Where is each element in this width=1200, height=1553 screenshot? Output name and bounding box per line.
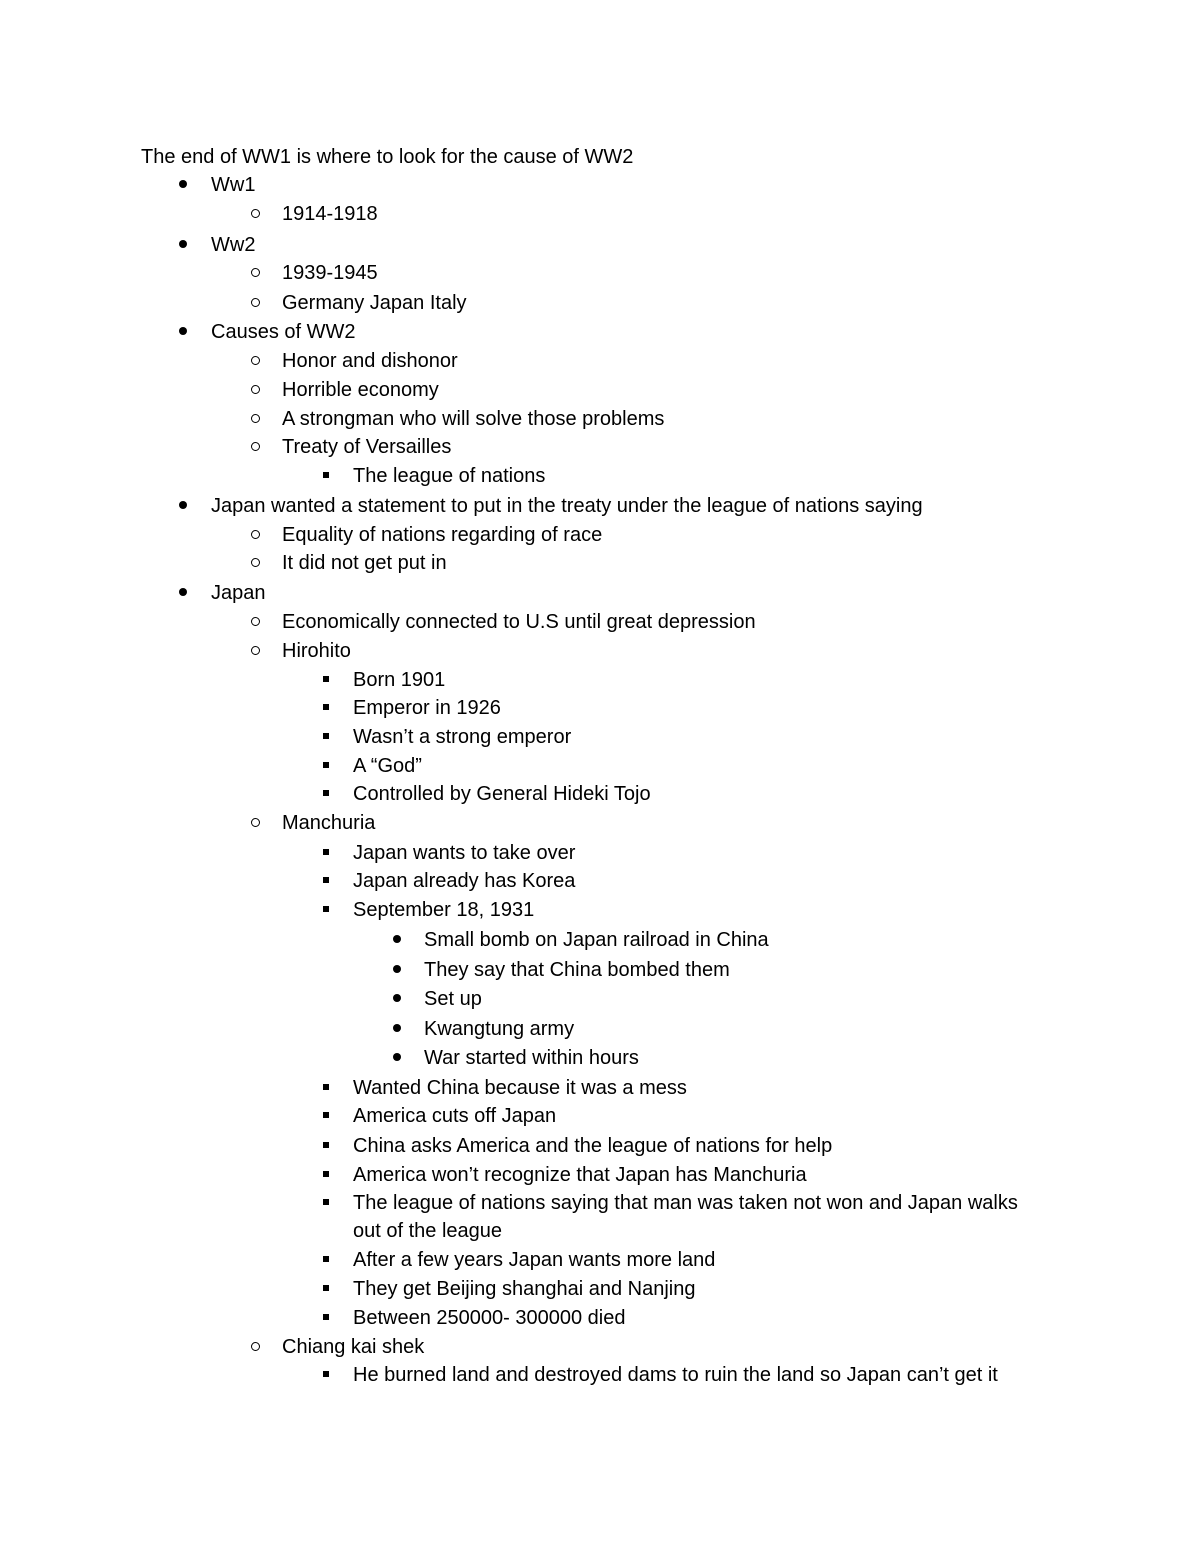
outline-item-text: China asks America and the league of nations for help xyxy=(353,1135,833,1157)
bullet-circle-icon xyxy=(245,809,265,837)
outline-item-level-1 xyxy=(282,809,375,837)
bullet-dot-icon xyxy=(173,318,193,346)
outline-item-text: America cuts off Japan xyxy=(353,1105,557,1127)
outline-item-text: 1939-1945 xyxy=(282,262,378,284)
outline-item-text: Kwangtung army xyxy=(424,1018,575,1040)
bullet-dot-icon xyxy=(173,579,193,607)
outline-item-text: They say that China bombed them xyxy=(424,959,730,981)
outline-item-text: Treaty of Versailles xyxy=(282,436,452,458)
outline-item-text: Wasn’t a strong emperor xyxy=(353,726,572,748)
outline-item-level-3 xyxy=(424,926,769,954)
outline-item-text: The league of nations xyxy=(353,465,546,487)
outline-item-level-0 xyxy=(211,318,355,346)
outline-item-level-0 xyxy=(211,492,923,520)
bullet-square-icon xyxy=(316,752,336,780)
outline-item-level-2 xyxy=(353,1161,807,1189)
bullet-square-icon xyxy=(316,1189,336,1217)
outline-item-level-1 xyxy=(282,405,664,433)
bullet-square-icon xyxy=(316,1304,336,1332)
outline-item-level-2 xyxy=(353,694,501,722)
bullet-circle-icon xyxy=(245,289,265,317)
outline-item-text: Honor and dishonor xyxy=(282,350,458,372)
outline-item-text: 1914-1918 xyxy=(282,203,378,225)
outline-item-text: Horrible economy xyxy=(282,379,439,401)
bullet-circle-icon xyxy=(245,521,265,549)
outline-item-text: Japan wanted a statement to put in the treaty under the league of nations saying xyxy=(211,495,923,517)
bullet-square-icon xyxy=(316,1275,336,1303)
outline-item-text: Ww1 xyxy=(211,174,256,196)
bullet-square-icon xyxy=(316,1132,336,1160)
bullet-circle-icon xyxy=(245,637,265,665)
outline-item-level-1 xyxy=(282,549,447,577)
outline-item-level-1 xyxy=(282,521,602,549)
bullet-dot-icon xyxy=(387,1015,407,1043)
bullet-square-icon xyxy=(316,1246,336,1274)
bullet-circle-icon xyxy=(245,347,265,375)
bullet-dot-icon xyxy=(173,492,193,520)
outline-item-level-1 xyxy=(282,433,451,461)
outline-item-text: Chiang kai shek xyxy=(282,1336,425,1358)
outline-item-text: Hirohito xyxy=(282,640,351,662)
outline-item-level-2 xyxy=(353,1275,695,1303)
bullet-square-icon xyxy=(316,723,336,751)
outline-item-level-2 xyxy=(353,1074,687,1102)
bullet-dot-icon xyxy=(387,1044,407,1072)
outline-item-text: Ww2 xyxy=(211,234,256,256)
bullet-dot-icon xyxy=(387,985,407,1013)
outline-item-text: September 18, 1931 xyxy=(353,899,535,921)
outline-item-level-2 xyxy=(353,666,445,694)
bullet-square-icon xyxy=(316,867,336,895)
bullet-circle-icon xyxy=(245,376,265,404)
outline-item-text: Born 1901 xyxy=(353,669,446,691)
outline-item-text: It did not get put in xyxy=(282,552,447,574)
bullet-square-icon xyxy=(316,1361,336,1389)
outline-item-level-3 xyxy=(424,1044,639,1072)
outline-item-level-3 xyxy=(424,1015,574,1043)
outline-item-text: He burned land and destroyed dams to ruin the land so Japan can’t get it xyxy=(353,1364,998,1386)
outline-item-text: Between 250000- 300000 died xyxy=(353,1307,626,1329)
outline-item-text: Set up xyxy=(424,988,482,1010)
outline-item-text: Japan wants to take over xyxy=(353,842,576,864)
bullet-circle-icon xyxy=(245,405,265,433)
outline-item-level-2 xyxy=(353,1246,715,1274)
outline-item-text: They get Beijing shanghai and Nanjing xyxy=(353,1278,696,1300)
outline-item-text: Controlled by General Hideki Tojo xyxy=(353,783,651,805)
outline-item-level-1 xyxy=(282,259,378,287)
outline-item-level-2 xyxy=(353,867,575,895)
outline-item-text: Manchuria xyxy=(282,812,376,834)
outline-item-level-1 xyxy=(282,608,756,636)
outline-item-level-2 xyxy=(353,839,575,867)
page-title: The end of WW1 is where to look for the cause of WW2 xyxy=(141,146,634,168)
outline-item-level-2 xyxy=(353,723,571,751)
bullet-dot-icon xyxy=(387,926,407,954)
outline-item-text: Small bomb on Japan railroad in China xyxy=(424,929,769,951)
bullet-square-icon xyxy=(316,1074,336,1102)
bullet-circle-icon xyxy=(245,433,265,461)
outline-item-level-0 xyxy=(211,579,266,607)
outline-item-level-2 xyxy=(353,1189,1023,1245)
outline-item-level-2 xyxy=(353,1132,832,1160)
outline-item-level-2 xyxy=(353,896,534,924)
bullet-circle-icon xyxy=(245,1333,265,1361)
bullet-square-icon xyxy=(316,896,336,924)
bullet-circle-icon xyxy=(245,549,265,577)
bullet-circle-icon xyxy=(245,200,265,228)
bullet-square-icon xyxy=(316,462,336,490)
bullet-square-icon xyxy=(316,780,336,808)
outline-item-text: Germany Japan Italy xyxy=(282,292,467,314)
outline-item-level-0 xyxy=(211,171,255,199)
outline-item-level-2 xyxy=(353,1304,625,1332)
bullet-square-icon xyxy=(316,666,336,694)
outline-item-level-1 xyxy=(282,376,439,404)
outline-item-text: The league of nations saying that man was taken not won and Japan walks out of the league xyxy=(353,1192,1018,1242)
bullet-square-icon xyxy=(316,1161,336,1189)
outline-item-level-1 xyxy=(282,637,351,665)
outline-item-text: Wanted China because it was a mess xyxy=(353,1077,687,1099)
outline-item-level-2 xyxy=(353,1361,1023,1389)
outline-item-text: Emperor in 1926 xyxy=(353,697,501,719)
outline-item-level-2 xyxy=(353,462,545,490)
outline-item-text: Japan already has Korea xyxy=(353,870,576,892)
bullet-dot-icon xyxy=(173,231,193,259)
outline-item-level-1 xyxy=(282,200,378,228)
outline-item-level-1 xyxy=(282,347,458,375)
outline-item-text: America won’t recognize that Japan has Manchuria xyxy=(353,1164,807,1186)
bullet-circle-icon xyxy=(245,259,265,287)
outline-item-level-1 xyxy=(282,289,467,317)
outline-item-level-0 xyxy=(211,231,255,259)
outline-item-text: Economically connected to U.S until great depression xyxy=(282,611,756,633)
bullet-square-icon xyxy=(316,839,336,867)
outline-item-text: Causes of WW2 xyxy=(211,321,356,343)
outline-item-level-3 xyxy=(424,956,730,984)
outline-item-level-3 xyxy=(424,985,482,1013)
outline-item-level-2 xyxy=(353,1102,556,1130)
bullet-dot-icon xyxy=(387,956,407,984)
bullet-dot-icon xyxy=(173,171,193,199)
bullet-square-icon xyxy=(316,694,336,722)
outline-item-text: A strongman who will solve those problems xyxy=(282,408,665,430)
bullet-circle-icon xyxy=(245,608,265,636)
outline-item-text: Japan xyxy=(211,582,266,604)
outline-item-text: War started within hours xyxy=(424,1047,639,1069)
outline-item-text: Equality of nations regarding of race xyxy=(282,524,603,546)
outline-item-text: A “God” xyxy=(353,755,422,777)
outline-item-text: After a few years Japan wants more land xyxy=(353,1249,716,1271)
outline-item-level-2 xyxy=(353,752,422,780)
bullet-square-icon xyxy=(316,1102,336,1130)
outline-item-level-2 xyxy=(353,780,651,808)
outline-item-level-1 xyxy=(282,1333,424,1361)
